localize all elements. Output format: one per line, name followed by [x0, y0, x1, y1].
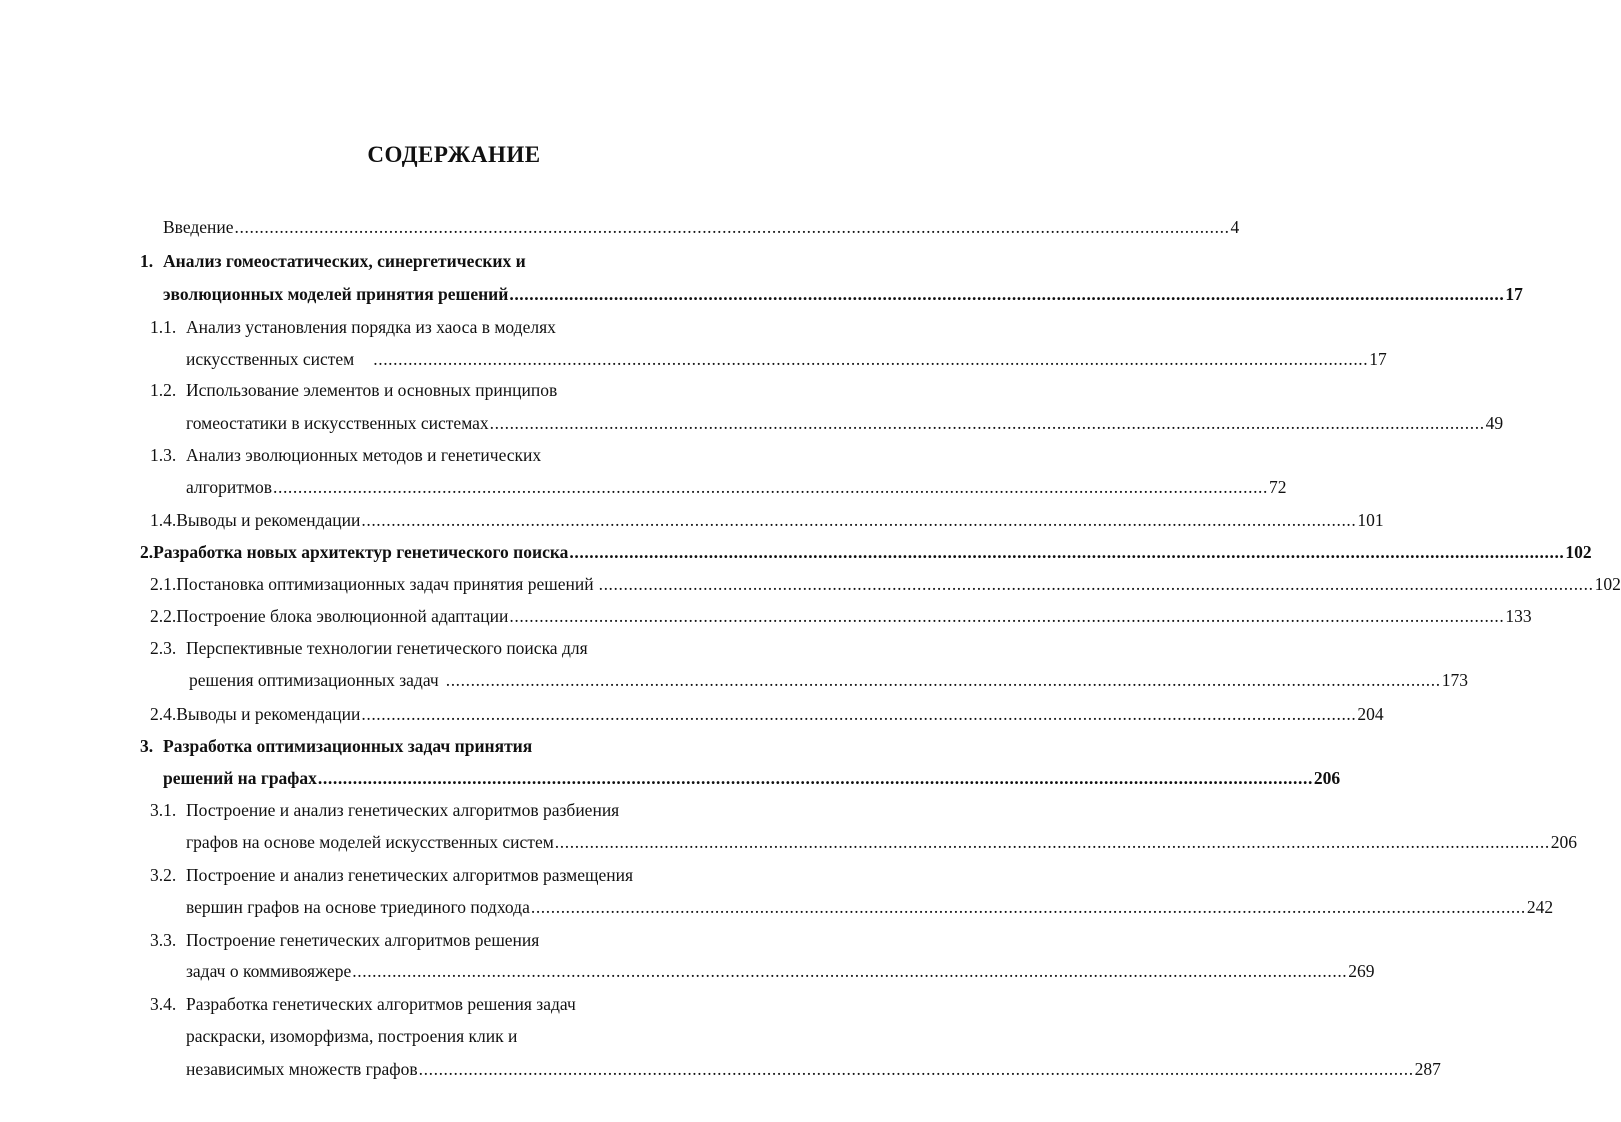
- toc-number: 3.: [140, 736, 154, 756]
- toc-number: 3.3.: [150, 930, 177, 950]
- dot-leader: ........................................................................................................................................................................................................: [317, 768, 1313, 788]
- toc-entry-text: Разработка новых архитектур генетического поиска: [153, 542, 569, 562]
- toc-entry-text: Постановка оптимизационных задач принятия решений: [176, 574, 594, 594]
- dot-leader: ........................................................................................................................................................................................................: [373, 349, 1369, 369]
- toc-entry-text: Анализ гомеостатических, синергетических и: [163, 251, 526, 271]
- toc-chapter-1-line2: [163, 281, 1523, 307]
- toc-page-number: 17: [1369, 349, 1387, 369]
- toc-number: 1.3.: [150, 445, 177, 465]
- toc-section-3-1-line1: [150, 797, 619, 823]
- toc-section-1-1-line1: [150, 314, 556, 340]
- toc-number: 2.1.: [150, 574, 177, 594]
- toc-section-3-2-line1: [150, 862, 633, 888]
- dot-leader: ........................................................................................................................................................................................................: [273, 477, 1268, 497]
- toc-entry-text: вершин графов на основе триединого подхода: [186, 897, 530, 917]
- toc-section-1-3-line1: [150, 442, 541, 468]
- toc-number: 1.1.: [150, 317, 177, 337]
- toc-entry-text: графов на основе моделей искусственных систем: [186, 832, 554, 852]
- toc-entry-text: раскраски, изоморфизма, построения клик и: [186, 1026, 518, 1046]
- toc-number: 2.: [140, 542, 154, 562]
- toc-entry-text: Анализ установления порядка из хаоса в моделях: [186, 317, 556, 337]
- toc-section-2-3-line2: [189, 667, 1468, 693]
- dot-leader: ........................................................................................................................................................................................................: [234, 217, 1230, 237]
- toc-entry-text: Построение и анализ генетических алгоритмов разбиения: [186, 800, 620, 820]
- dot-leader: ........................................................................................................................................................................................................: [489, 413, 1485, 433]
- dot-leader: ........................................................................................................................................................................................................: [361, 510, 1357, 530]
- toc-page-number: 101: [1357, 510, 1384, 530]
- toc-entry-text: независимых множеств графов: [186, 1059, 418, 1079]
- toc-entry-text: задач о коммивояжере: [186, 961, 352, 981]
- toc-page-number: 133: [1505, 606, 1532, 626]
- dot-leader: ........................................................................................................................................................................................................: [445, 670, 1441, 690]
- dot-leader: ........................................................................................................................................................................................................: [530, 897, 1526, 917]
- toc-page-number: 206: [1313, 768, 1341, 788]
- toc-section-3-3-line2: [186, 958, 1375, 984]
- toc-section-1-4: [150, 507, 1384, 533]
- toc-page-number: 173: [1441, 670, 1468, 690]
- toc-section-2-1: [150, 571, 1621, 597]
- dot-leader: ........................................................................................................................................................................................................: [569, 542, 1565, 562]
- dot-leader: ........................................................................................................................................................................................................: [554, 832, 1550, 852]
- toc-entry-text: Использование элементов и основных принципов: [186, 380, 558, 400]
- toc-entry-text: Введение: [163, 217, 234, 237]
- toc-section-3-3-line1: [150, 927, 539, 953]
- toc-page-number: 287: [1414, 1059, 1441, 1079]
- toc-entry-text: Разработка генетических алгоритмов решения задач: [186, 994, 576, 1014]
- toc-number: 1.4.: [150, 510, 177, 530]
- toc-number: 3.2.: [150, 865, 177, 885]
- dot-leader: ........................................................................................................................................................................................................: [509, 284, 1505, 304]
- toc-page-number: 269: [1348, 961, 1375, 981]
- toc-section-2-3-line1: [150, 635, 588, 661]
- page-title: СОДЕРЖАНИЕ: [367, 142, 541, 167]
- toc-page-number: 102: [1594, 574, 1621, 594]
- toc-entry-text: Построение генетических алгоритмов решения: [186, 930, 540, 950]
- toc-entry-text: Выводы и рекомендации: [176, 510, 361, 530]
- toc-page-number: 72: [1269, 477, 1287, 497]
- toc-page-number: 206: [1550, 832, 1578, 852]
- toc-section-3-4-line3: [186, 1056, 1441, 1082]
- toc-section-2-4: [150, 701, 1384, 727]
- toc-entry-text: искусственных систем: [186, 349, 355, 369]
- toc-number: 2.4.: [150, 704, 177, 724]
- toc-number: 3.4.: [150, 994, 177, 1014]
- toc-entry-text: Перспективные технологии генетического поиска для: [186, 638, 588, 658]
- dot-leader: ........................................................................................................................................................................................................: [509, 606, 1505, 626]
- toc-entry-text: Разработка оптимизационных задач принятия: [163, 736, 533, 756]
- toc-number: 2.2.: [150, 606, 177, 626]
- toc-section-3-4-line1: [150, 991, 576, 1017]
- toc-page-number: 204: [1357, 704, 1384, 724]
- toc-entry-text: эволюционных моделей принятия решений: [163, 284, 509, 304]
- toc-number: 1.: [140, 251, 154, 271]
- toc-page-number: 17: [1505, 284, 1523, 304]
- toc-page-number: 49: [1485, 413, 1504, 433]
- toc-number: 2.3.: [150, 638, 177, 658]
- toc-section-1-2-line2: [186, 410, 1504, 436]
- toc-entry-text: Выводы и рекомендации: [176, 704, 361, 724]
- toc-section-3-4-line2: [186, 1023, 517, 1049]
- toc-entry-text: Построение блока эволюционной адаптации: [176, 606, 509, 626]
- toc-section-2-2: [150, 603, 1532, 629]
- toc-section-1-2-line1: [150, 377, 557, 403]
- toc-section-1-3-line2: [186, 474, 1287, 500]
- toc-section-3-2-line2: [186, 894, 1554, 920]
- dot-leader: ........................................................................................................................................................................................................: [598, 574, 1594, 594]
- toc-number: 1.2.: [150, 380, 177, 400]
- toc-chapter-3-line2: [163, 765, 1341, 791]
- toc-entry-text: Построение и анализ генетических алгоритмов размещения: [186, 865, 634, 885]
- toc-page-number: 102: [1565, 542, 1592, 562]
- toc-chapter-1-line1: [140, 248, 526, 274]
- toc-page-number: 242: [1526, 897, 1554, 917]
- toc-section-1-1-line2: [186, 346, 1387, 372]
- dot-leader: ........................................................................................................................................................................................................: [361, 704, 1357, 724]
- toc-entry-text: алгоритмов: [186, 477, 272, 497]
- toc-chapter-3-line1: [140, 733, 532, 759]
- toc-entry-text: гомеостатики в искусственных системах: [186, 413, 489, 433]
- toc-section-3-1-line2: [186, 829, 1578, 855]
- toc-page-number: 4: [1230, 217, 1240, 237]
- toc-entry-introduction: [163, 214, 1240, 240]
- dot-leader: ........................................................................................................................................................................................................: [418, 1059, 1414, 1079]
- toc-entry-text: Анализ эволюционных методов и генетических: [186, 445, 542, 465]
- dot-leader: ........................................................................................................................................................................................................: [352, 961, 1348, 981]
- toc-chapter-2: [140, 539, 1592, 565]
- toc-entry-text: решений на графах: [163, 768, 317, 788]
- toc-number: 3.1.: [150, 800, 177, 820]
- toc-entry-text: решения оптимизационных задач: [189, 670, 439, 690]
